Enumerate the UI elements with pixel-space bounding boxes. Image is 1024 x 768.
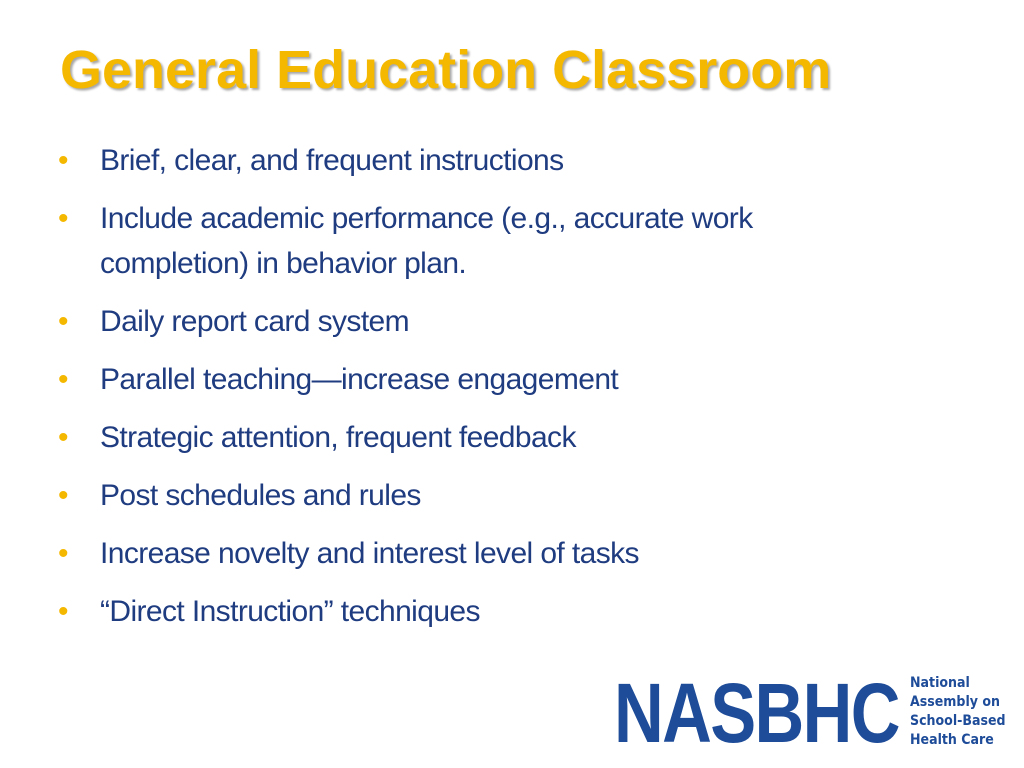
bullet-text: Daily report card system	[100, 305, 410, 338]
bullet-item	[58, 473, 898, 518]
slide-title: General Education Classroom	[60, 40, 832, 100]
bullet-text: Brief, clear, and frequent instructions	[100, 144, 564, 177]
bullet-item	[58, 138, 898, 183]
bullet-marker: •	[58, 421, 68, 454]
bullet-marker: •	[58, 595, 68, 628]
bullet-marker: •	[58, 537, 68, 570]
bullet-text: Parallel teaching—increase engagement	[100, 363, 619, 396]
bullet-item	[58, 531, 898, 576]
bullet-item	[58, 196, 898, 286]
bullet-marker: •	[58, 202, 68, 235]
bullet-text: Post schedules and rules	[100, 479, 421, 512]
bullet-text: Include academic performance (e.g., accurate work completion) in behavior plan.	[100, 202, 753, 280]
logo-tagline-line: Assembly on	[910, 694, 1000, 710]
logo-tagline-line: School-Based	[910, 713, 1006, 729]
bullet-text: Increase novelty and interest level of tasks	[100, 537, 639, 570]
logo-tagline-line: Health Care	[910, 732, 994, 748]
bullet-item	[58, 415, 898, 460]
bullet-item	[58, 299, 898, 344]
bullet-list	[58, 138, 898, 647]
bullet-text: “Direct Instruction” techniques	[100, 595, 480, 628]
logo-tagline-line: National	[910, 675, 970, 691]
bullet-item	[58, 589, 898, 634]
bullet-item	[58, 357, 898, 402]
nasbhc-logo	[614, 666, 1014, 760]
bullet-marker: •	[58, 144, 68, 177]
bullet-marker: •	[58, 363, 68, 396]
bullet-marker: •	[58, 479, 68, 512]
bullet-text: Strategic attention, frequent feedback	[100, 421, 576, 454]
logo-wordmark: NASBHC	[614, 666, 899, 760]
logo-tagline	[910, 674, 1009, 750]
bullet-marker: •	[58, 305, 68, 338]
